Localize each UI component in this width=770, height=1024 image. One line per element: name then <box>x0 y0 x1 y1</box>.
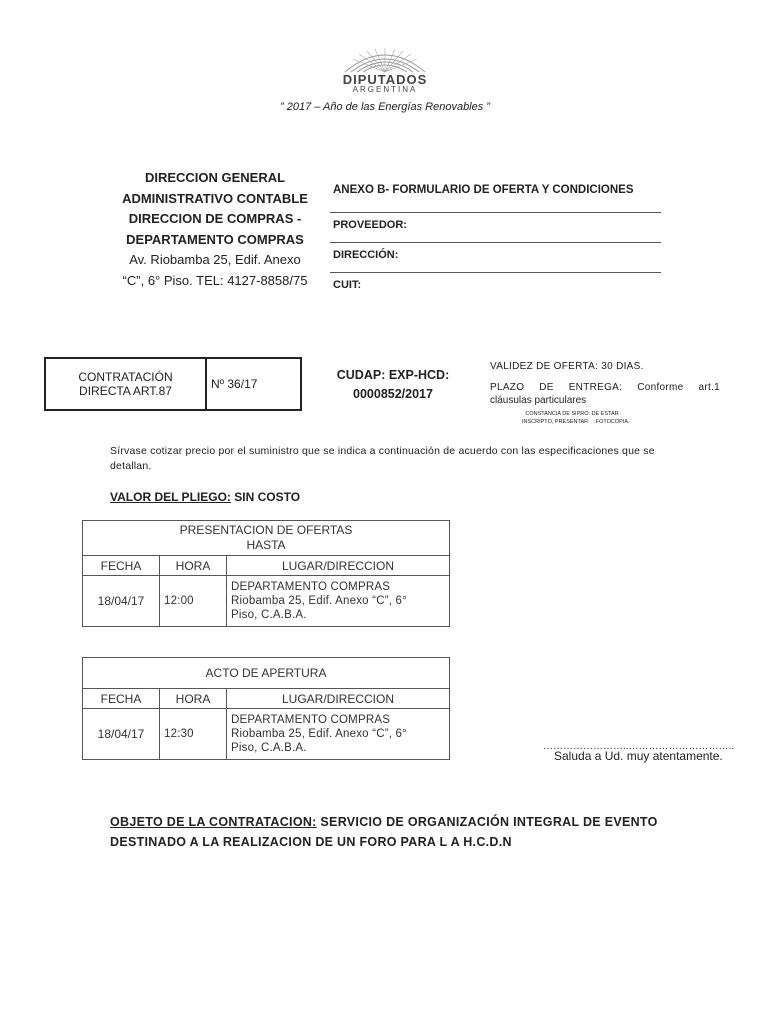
lugar-line: Piso, C.A.B.A. <box>231 742 307 754</box>
cudap-label: CUDAP: EXP-HCD: <box>336 368 450 382</box>
hora-cell: 12:00 <box>160 576 227 627</box>
objeto-text: SERVICIO DE ORGANIZACIÓN INTEGRAL DE EVENTO <box>316 815 658 829</box>
proveedor-field[interactable] <box>330 212 661 231</box>
department-block <box>110 168 320 291</box>
table-title-line: PRESENTACION DE OFERTAS <box>179 523 353 537</box>
presentacion-table <box>82 520 450 627</box>
direccion-field[interactable] <box>330 242 661 261</box>
contract-type: CONTRATACIÓN DIRECTA ART.87 <box>78 370 173 398</box>
plazo-text: PLAZO DE ENTREGA: Conforme art.1 <box>490 382 720 393</box>
department-line: DIRECCION GENERAL <box>144 170 286 185</box>
intro-paragraph: Sírvase cotizar precio por el suministro que se indica a continuación de acuerdo con las especificaciones que se detallan. <box>110 445 655 472</box>
column-header: FECHA <box>83 556 160 576</box>
department-address: “C”, 6° Piso. TEL: 4127-8858/75 <box>122 272 308 288</box>
clausulas-text: cláusulas particulares <box>490 395 587 406</box>
apertura-table <box>82 657 450 760</box>
constancia-note: INSCRIPTO, PRESENTAR FOTOCOPIA. <box>522 419 630 425</box>
pliego-value: SIN COSTO <box>230 490 301 504</box>
cudap-block <box>325 366 461 404</box>
column-header: HORA <box>160 689 227 709</box>
cudap-number: 0000852/2017 <box>353 387 433 401</box>
department-line: DIRECCION DE COMPRAS - <box>128 211 302 226</box>
table-row <box>83 576 450 627</box>
lugar-cell <box>227 709 450 760</box>
direccion-label: DIRECCIÓN: <box>333 249 399 261</box>
logo-subtitle: ARGENTINA <box>352 85 418 94</box>
congress-dome-icon <box>337 44 433 74</box>
pliego-label: VALOR DEL PLIEGO: <box>110 490 231 504</box>
table-title: ACTO DE APERTURA <box>83 658 450 689</box>
signature-text: Saluda a Ud. muy atentamente. <box>554 749 723 763</box>
table-title-line: HASTA <box>246 538 286 552</box>
lugar-cell <box>227 576 450 627</box>
validez-text: VALIDEZ DE OFERTA: 30 DIAS. <box>490 361 644 372</box>
objeto-label: OBJETO DE LA CONTRATACION: <box>110 815 317 829</box>
objeto-text: DESTINADO A LA REALIZACION DE UN FORO PARA L A H.C.D.N <box>110 835 512 849</box>
table-title <box>83 521 450 556</box>
year-motto: ” 2017 – Año de las Energías Renovables ” <box>280 101 490 113</box>
contract-number-box <box>205 357 302 411</box>
constancia-note: CONSTANCIA DE SIPRO: DE ESTAR <box>525 411 619 417</box>
department-line: ADMINISTRATIVO CONTABLE <box>122 190 308 206</box>
fecha-cell: 18/04/17 <box>83 709 160 760</box>
form-title: ANEXO B- FORMULARIO DE OFERTA Y CONDICIONES <box>333 184 634 196</box>
column-header: HORA <box>160 556 227 576</box>
lugar-line: Riobamba 25, Edif. Anexo “C”, 6° <box>231 595 407 607</box>
cuit-field[interactable] <box>330 272 661 291</box>
hora-cell: 12:30 <box>160 709 227 760</box>
pliego-line <box>110 490 300 504</box>
department-line: DEPARTAMENTO COMPRAS <box>126 231 304 247</box>
objeto-block <box>110 812 670 852</box>
logo-name: DIPUTADOS <box>342 72 428 87</box>
department-address: Av. Riobamba 25, Edif. Anexo <box>129 252 301 267</box>
fecha-cell: 18/04/17 <box>83 576 160 627</box>
table-row <box>83 709 450 760</box>
contract-number: Nº 36/17 <box>211 377 258 391</box>
column-header: LUGAR/DIRECCION <box>227 689 450 709</box>
signature-line: ……………………..………………………….. <box>543 741 735 752</box>
contract-type-box <box>44 357 207 411</box>
logo <box>330 44 440 94</box>
cuit-label: CUIT: <box>333 279 362 291</box>
column-header: FECHA <box>83 689 160 709</box>
lugar-line: Piso, C.A.B.A. <box>231 609 307 621</box>
lugar-line: DEPARTAMENTO COMPRAS <box>231 581 391 593</box>
column-header: LUGAR/DIRECCION <box>227 556 450 576</box>
lugar-line: Riobamba 25, Edif. Anexo “C”, 6° <box>231 728 407 740</box>
lugar-line: DEPARTAMENTO COMPRAS <box>231 714 391 726</box>
proveedor-label: PROVEEDOR: <box>333 219 407 231</box>
